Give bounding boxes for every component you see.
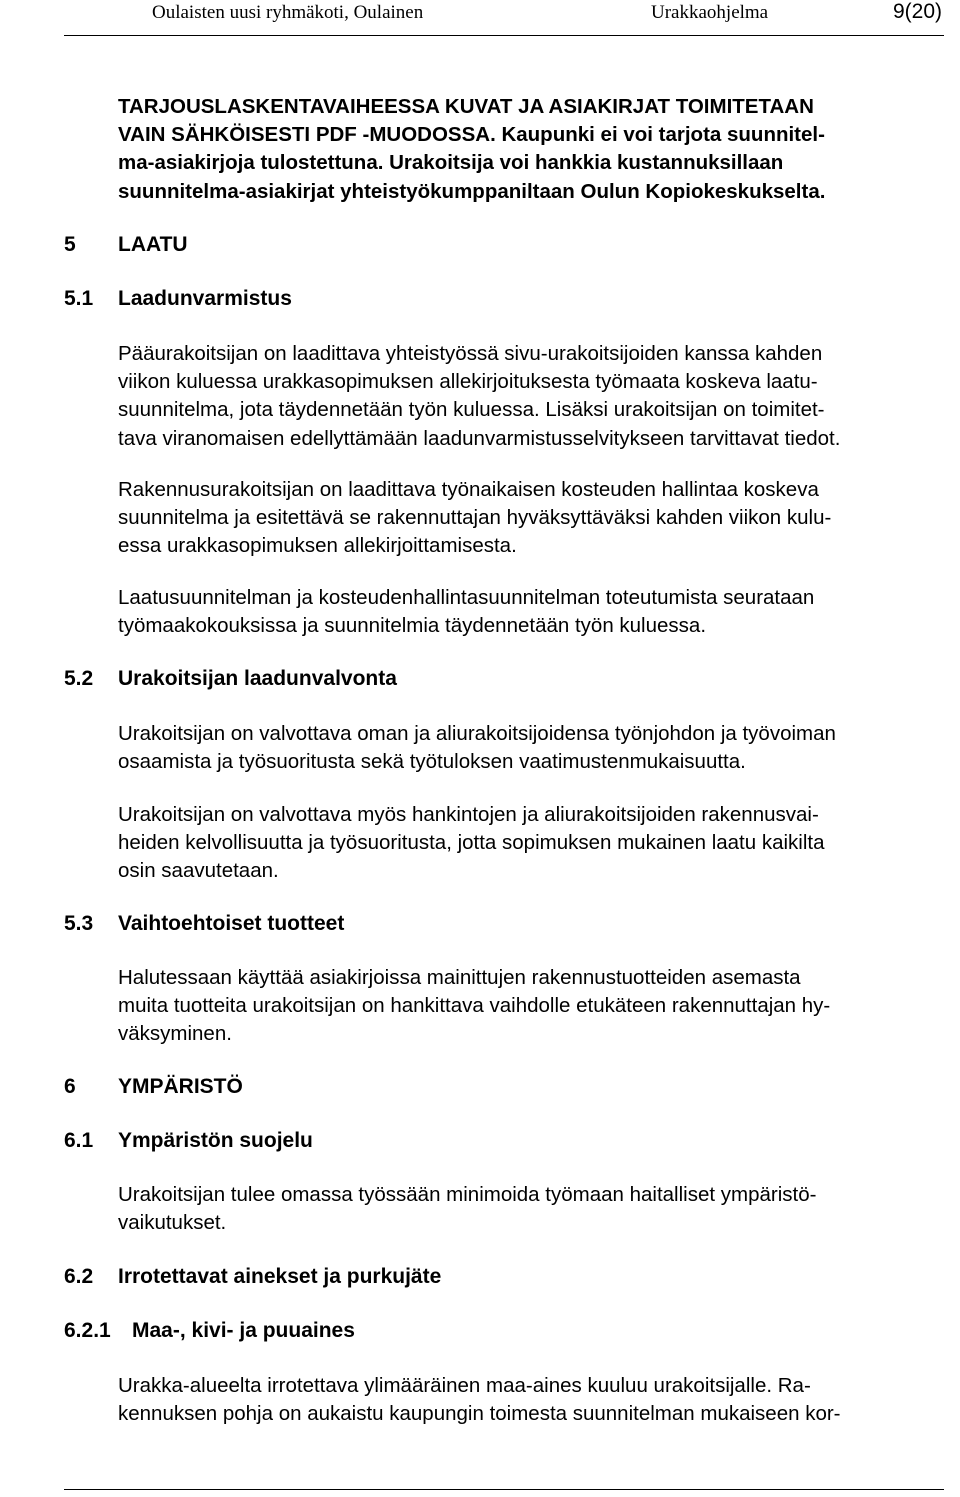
paragraph-line: essa urakkasopimuksen allekirjoittamisesta.: [118, 534, 517, 558]
section-number: 6.2.1: [64, 1319, 111, 1342]
delivery-notice: [118, 93, 954, 206]
section-heading-6-1: [64, 1127, 313, 1155]
paragraph-line: Urakka-alueelta irrotettava ylimääräinen maa-aines kuuluu urakoitsijalle. Ra-: [118, 1374, 811, 1397]
paragraph-line: Urakoitsijan tulee omassa työssään minimoida työmaan haitalliset ympäristö-: [118, 1183, 817, 1206]
section-number: 6.1: [64, 1129, 94, 1152]
paragraph-line: Pääurakoitsijan on laadittava yhteistyössä sivu-urakoitsijoiden kanssa kahden: [118, 342, 823, 365]
paragraph-5-1-a: [118, 340, 954, 453]
paragraph-line: heiden kelvollisuutta ja työsuoritusta, jotta sopimuksen mukainen laatu kaikilta: [118, 831, 825, 855]
paragraph-5-1-c: [118, 584, 954, 640]
paragraph-line: Laatusuunnitelman ja kosteudenhallintasuunnitelman toteutumista seurataan: [118, 586, 815, 609]
section-heading-5-3: [64, 910, 344, 938]
paragraph-line: työmaakokouksissa ja suunnitelmia täydennetään työn kuluessa.: [118, 614, 707, 638]
section-title: YMPÄRISTÖ: [118, 1075, 243, 1098]
paragraph-5-3: [118, 964, 954, 1049]
section-title: Laadunvarmistus: [118, 287, 292, 310]
paragraph-line: osin saavutetaan.: [118, 859, 279, 883]
header-document-type: Urakkaohjelma: [651, 2, 769, 23]
paragraph-5-2-a: [118, 720, 954, 776]
section-title: Irrotettavat ainekset ja purkujäte: [118, 1265, 442, 1288]
notice-line: TARJOUSLASKENTAVAIHEESSA KUVAT JA ASIAKIRJAT TOIMITETAAN: [118, 95, 814, 118]
section-heading-5: [64, 231, 188, 259]
footer-divider: [64, 1489, 944, 1490]
paragraph-5-2-b: [118, 801, 954, 886]
paragraph-line: osaamista ja työsuoritusta sekä työtuloksen vaatimustenmukaisuutta.: [118, 750, 746, 774]
section-number: 6: [64, 1075, 76, 1098]
section-heading-6: [64, 1073, 243, 1101]
paragraph-line: muita tuotteita urakoitsijan on hankittava vaihdolle etukäteen rakennuttajan hy-: [118, 994, 831, 1018]
paragraph-line: suunnitelma ja esitettävä se rakennuttajan hyväksyttäväksi kahden viikon kulu-: [118, 506, 832, 530]
paragraph-line: Halutessaan käyttää asiakirjoissa mainittujen rakennustuotteiden asemasta: [118, 966, 801, 989]
paragraph-line: tava viranomaisen edellyttämään laadunvarmistusselvitykseen tarvittavat tiedot.: [118, 426, 841, 450]
paragraph-line: vaikutukset.: [118, 1211, 227, 1235]
section-title: Urakoitsijan laadunvalvonta: [118, 667, 397, 690]
section-heading-6-2-1: [64, 1317, 355, 1345]
header-divider: [64, 35, 944, 36]
paragraph-5-1-b: [118, 476, 954, 561]
paragraph-line: Rakennusurakoitsijan on laadittava työnaikaisen kosteuden hallintaa koskeva: [118, 478, 819, 501]
section-heading-5-1: [64, 285, 292, 313]
section-number: 5.2: [64, 667, 94, 690]
paragraph-line: väksyminen.: [118, 1022, 232, 1046]
section-number: 6.2: [64, 1265, 94, 1288]
header-page-number: 9(20): [892, 0, 942, 23]
section-title: Ympäristön suojelu: [118, 1129, 313, 1152]
section-title: Vaihtoehtoiset tuotteet: [118, 912, 345, 935]
section-title: Maa-, kivi- ja puuaines: [132, 1319, 355, 1342]
paragraph-line: viikon kuluessa urakkasopimuksen allekirjoituksesta työmaata koskeva laatu-: [118, 370, 818, 394]
section-number: 5.3: [64, 912, 94, 935]
paragraph-6-2-1: [118, 1372, 954, 1428]
section-number: 5.1: [64, 287, 94, 310]
notice-line: VAIN SÄHKÖISESTI PDF -MUODOSSA. Kaupunki ei voi tarjota suunnitel-: [118, 123, 825, 147]
paragraph-line: Urakoitsijan on valvottava oman ja aliurakoitsijoidensa työnjohdon ja työvoiman: [118, 722, 836, 745]
page-header: [0, 0, 960, 38]
header-document-location: Oulaisten uusi ryhmäkoti, Oulainen: [152, 2, 424, 23]
section-number: 5: [64, 233, 76, 256]
paragraph-line: Urakoitsijan on valvottava myös hankintojen ja aliurakoitsijoiden rakennusvai-: [118, 803, 819, 826]
paragraph-line: kennuksen pohja on aukaistu kaupungin toimesta suunnitelman mukaiseen kor-: [118, 1402, 841, 1426]
section-title: LAATU: [118, 233, 188, 256]
notice-line: ma-asiakirjoja tulostettuna. Urakoitsija voi hankkia kustannuksillaan: [118, 151, 784, 175]
notice-line: suunnitelma-asiakirjat yhteistyökumppaniltaan Oulun Kopiokeskukselta.: [118, 179, 826, 203]
section-heading-6-2: [64, 1263, 441, 1291]
paragraph-line: suunnitelma, jota täydennetään työn kuluessa. Lisäksi urakoitsijan on toimitet-: [118, 398, 825, 422]
paragraph-6-1: [118, 1181, 954, 1237]
section-heading-5-2: [64, 665, 397, 693]
